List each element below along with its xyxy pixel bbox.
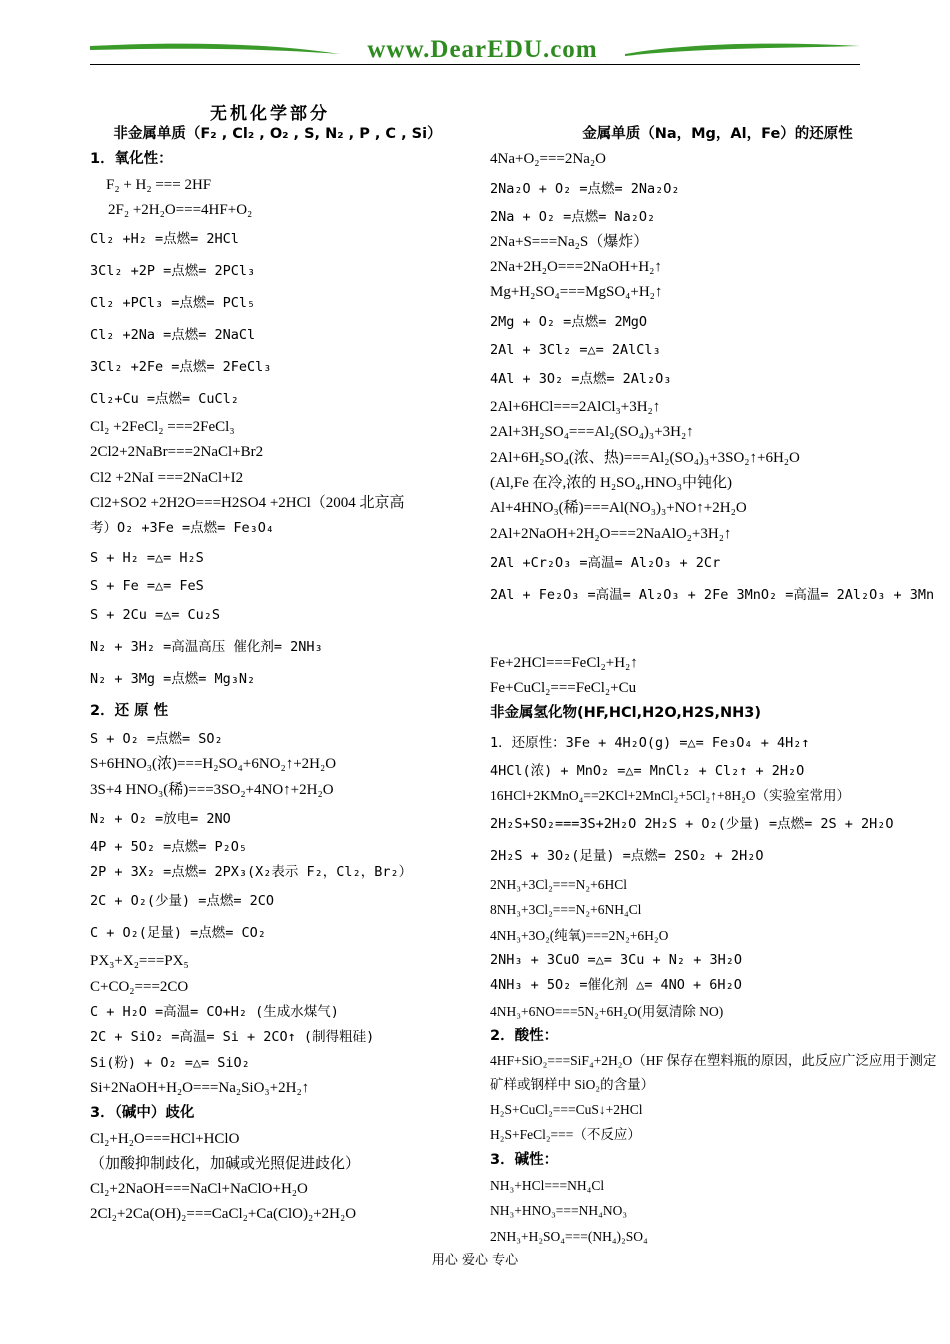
equation: PX₃+X₂===PX₅: [90, 953, 189, 970]
equation: 2F₂ +2H₂O===4HF+O₂: [108, 201, 253, 218]
subsection-heading: 2．还 原 性: [90, 702, 169, 719]
equation: Cl₂ +2Na =点燃= 2NaCl: [90, 327, 256, 344]
equation: 2P + 3X₂ =点燃= 2PX₃(X₂表示 F₂，Cl₂，Br₂）: [90, 864, 413, 881]
equation: 2Mg + O₂ =点燃= 2MgO: [490, 313, 648, 330]
equation: Cl₂ +PCl₃ =点燃= PCl₅: [90, 295, 256, 312]
note: （加酸抑制歧化，加碱或光照促进歧化）: [90, 1155, 361, 1172]
equation: 2Al + Fe₂O₃ =高温= Al₂O₃ + 2Fe 3MnO₂ =高温= 2Al₂O₃ + 3Mn: [490, 586, 935, 603]
note: (Al,Fe 在冷,浓的 H₂SO₄,HNO₃中钝化): [490, 474, 732, 491]
right-column: [490, 122, 945, 1249]
equation: 2Al+6H₂SO₄(浓、热)===Al₂(SO₄)₃+3SO₂↑+6H₂O: [490, 449, 800, 466]
equation: 2NH₃+3Cl₂===N₂+6HCl: [490, 877, 627, 893]
equation: 1．还原性：3Fe + 4H₂O(g) =△= Fe₃O₄ + 4H₂↑: [490, 734, 810, 751]
section-heading: 金属单质（Na，Mg，Al，Fe）的还原性: [582, 126, 853, 142]
subsection-heading: 3．（碱中）歧化: [90, 1105, 195, 1122]
equation: 2Cl2+2NaBr===2NaCl+Br2: [90, 444, 264, 461]
equation: Si+2NaOH+H₂O===Na₂SiO₃+2H₂↑: [90, 1079, 310, 1096]
green-swoosh-right: [625, 40, 860, 58]
equation: 2Na+2H₂O===2NaOH+H₂↑: [490, 259, 662, 276]
equation: Cl₂+H₂O===HCl+HClO: [90, 1130, 240, 1147]
section-heading: 非金属单质（F₂ , Cl₂ , O₂ , S, N₂ , P , C , Si）: [113, 126, 442, 142]
equation: S + O₂ =点燃= SO₂: [90, 730, 223, 747]
equation: N₂ + 3H₂ =高温高压 催化剂= 2NH₃: [90, 638, 323, 655]
equation: 2Al + 3Cl₂ =△= 2AlCl₃: [490, 341, 661, 358]
equation: 4HF+SiO₂===SiF₄+2H₂O（HF 保存在塑料瓶的原因，此反应广泛应用于测定矿样或钢样中 SiO₂的含量）: [490, 1053, 937, 1093]
left-column: [90, 122, 465, 1228]
equation: Cl2+SO2 +2H2O===H2SO4 +2HCl（2004 北京高: [90, 495, 405, 512]
spacer: [490, 611, 945, 651]
equation: 2Na+S===Na₂S（爆炸）: [490, 233, 649, 250]
equation: C+CO₂===2CO: [90, 978, 189, 995]
equation: 2H₂S + 3O₂(足量) =点燃= 2SO₂ + 2H₂O: [490, 848, 764, 865]
equation: NH₃+HNO₃===NH₄NO₃: [490, 1203, 628, 1219]
equation: N₂ + O₂ =放电= 2NO: [90, 810, 231, 827]
equation: F₂ + H₂ === 2HF: [106, 176, 212, 193]
equation: 4HCl(浓) + MnO₂ =△= MnCl₂ + Cl₂↑ + 2H₂O: [490, 762, 805, 779]
equation: 2C + O₂(少量) =点燃= 2CO: [90, 893, 275, 910]
site-header: [90, 30, 860, 70]
equation: 4NH₃+6NO===5N₂+6H₂O(用氨清除 NO): [490, 1003, 724, 1019]
equation: 2Al+2NaOH+2H₂O===2NaAlO₂+3H₂↑: [490, 525, 732, 542]
equation: 2Na + O₂ =点燃= Na₂O₂: [490, 208, 656, 225]
equation: Cl₂ +2FeCl₂ ===2FeCl₃: [90, 419, 235, 436]
subsection-heading: 3．碱性：: [490, 1151, 559, 1168]
equation: 4NH₃ + 5O₂ =催化剂 △= 4NO + 6H₂O: [490, 977, 742, 994]
equation: 3Cl₂ +2Fe =点燃= 2FeCl₃: [90, 359, 272, 376]
equation: Cl2 +2NaI ===2NaCl+I2: [90, 469, 244, 486]
page-footer: 用心 爱心 专心: [431, 1253, 519, 1268]
equation: 16HCl+2KMnO₄==2KCl+2MnCl₂+5Cl₂↑+8H₂O（实验室常用）: [490, 788, 851, 804]
equation: H₂S+CuCl₂===CuS↓+2HCl: [490, 1102, 643, 1118]
equation: N₂ + 3Mg =点燃= Mg₃N₂: [90, 670, 256, 687]
equation: 2H₂S+SO₂===3S+2H₂O 2H₂S + O₂(少量) =点燃= 2S + 2H₂O: [490, 816, 894, 833]
equation: Si(粉) + O₂ =△= SiO₂: [90, 1054, 250, 1071]
equation: NH₃+HCl===NH₄Cl: [490, 1178, 605, 1194]
equation: Al+4HNO₃(稀)===Al(NO₃)₃+NO↑+2H₂O: [490, 500, 747, 517]
equation: C + O₂(足量) =点燃= CO₂: [90, 925, 266, 942]
equation: 4Al + 3O₂ =点燃= 2Al₂O₃: [490, 371, 672, 388]
equation: Fe+CuCl₂===FeCl₂+Cu: [490, 680, 637, 697]
equation: H₂S+FeCl₂===（不反应）: [490, 1127, 641, 1143]
section-heading: 非金属氢化物(HF,HCl,H2O,H2S,NH3): [490, 705, 762, 722]
page-title: 无机化学部分: [210, 104, 330, 124]
equation: Cl₂+2NaOH===NaCl+NaClO+H₂O: [90, 1181, 308, 1198]
equation: Mg+H₂SO₄===MgSO₄+H₂↑: [490, 284, 663, 301]
equation: Fe+2HCl===FeCl₂+H₂↑: [490, 654, 638, 671]
header-rule: [90, 64, 860, 65]
equation: Cl₂+Cu =点燃= CuCl₂: [90, 391, 239, 408]
green-swoosh-left: [90, 40, 340, 58]
equation: S + Fe =△= FeS: [90, 577, 204, 594]
equation: 2Al+3H₂SO₄===Al₂(SO₄)₃+3H₂↑: [490, 424, 694, 441]
equation: 3S+4 HNO₃(稀)===3SO₂+4NO↑+2H₂O: [90, 781, 334, 798]
equation: S + H₂ =△= H₂S: [90, 549, 204, 566]
equation: 3Cl₂ +2P =点燃= 2PCl₃: [90, 263, 256, 280]
equation: 2Al+6HCl===2AlCl₃+3H₂↑: [490, 399, 661, 416]
equation: 8NH₃+3Cl₂===N₂+6NH₄Cl: [490, 902, 642, 918]
equation: 2NH₃ + 3CuO =△= 3Cu + N₂ + 3H₂O: [490, 951, 742, 968]
subsection-heading: 1．氧化性：: [90, 151, 173, 168]
site-brand[interactable]: www.DearEDU.com: [367, 36, 598, 63]
equation: S+6HNO₃(浓)===H₂SO₄+6NO₂↑+2H₂O: [90, 756, 337, 773]
equation: 4Na+O₂===2Na₂O: [490, 151, 606, 168]
equation: 2Cl₂+2Ca(OH)₂===CaCl₂+Ca(ClO)₂+2H₂O: [90, 1206, 357, 1223]
equation: 2Al +Cr₂O₃ =高温= Al₂O₃ + 2Cr: [490, 554, 721, 571]
equation: 考）O₂ +3Fe =点燃= Fe₃O₄: [90, 520, 275, 537]
equation: S + 2Cu =△= Cu₂S: [90, 606, 221, 623]
equation: 2C + SiO₂ =高温= Si + 2CO↑ (制得粗硅): [90, 1029, 375, 1046]
equation: 4NH₃+3O₂(纯氧)===2N₂+6H₂O: [490, 927, 669, 943]
subsection-heading: 2．酸性：: [490, 1027, 559, 1044]
equation: C + H₂O =高温= CO+H₂ (生成水煤气): [90, 1004, 339, 1021]
equation: 2NH₃+H₂SO₄===(NH₄)₂SO₄: [490, 1228, 648, 1244]
equation: Cl₂ +H₂ =点燃= 2HCl: [90, 231, 239, 248]
equation: 2Na₂O + O₂ =点燃= 2Na₂O₂: [490, 180, 680, 197]
equation: 4P + 5O₂ =点燃= P₂O₅: [90, 838, 248, 855]
